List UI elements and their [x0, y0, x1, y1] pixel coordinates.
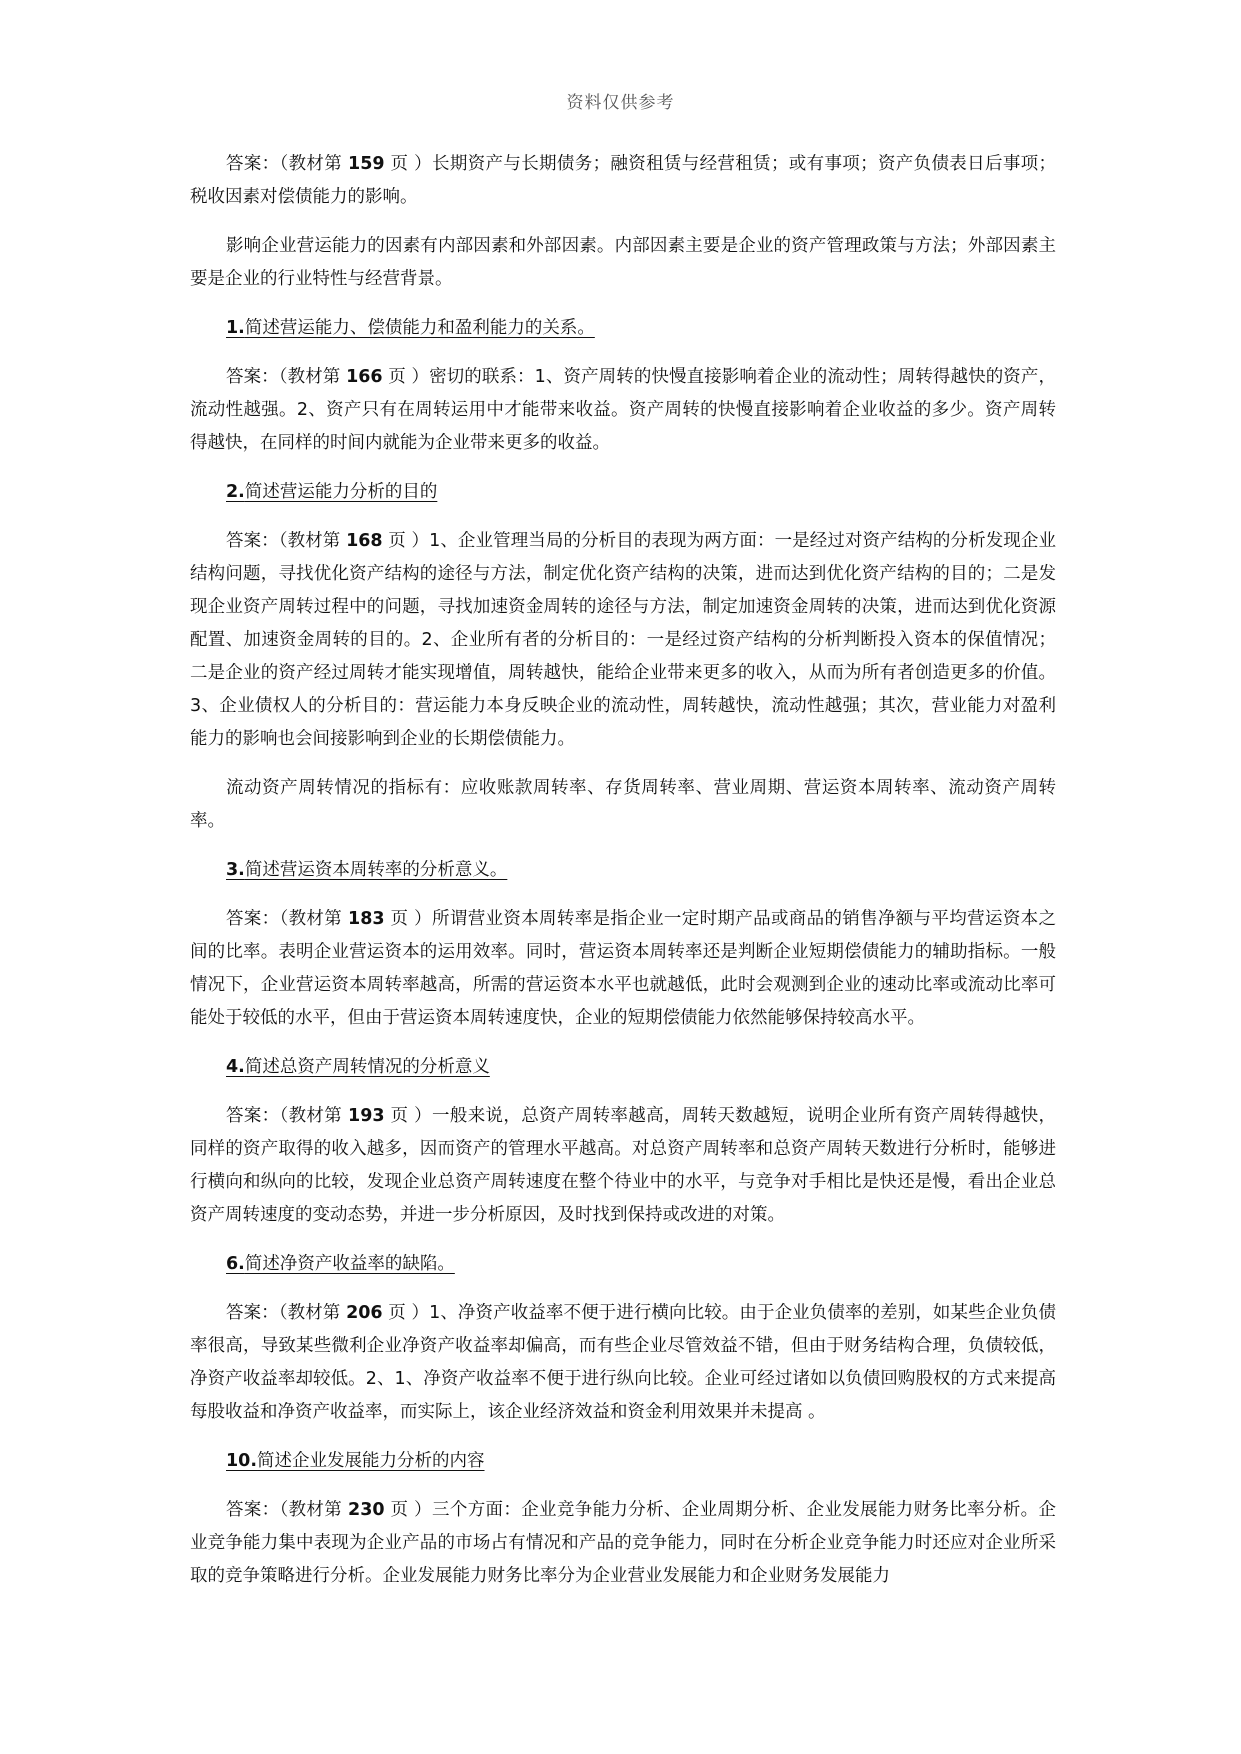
answer-prefix: 答案：（教材第	[226, 909, 349, 929]
question-number: 6.	[226, 1254, 245, 1274]
answer-paragraph	[190, 1494, 1056, 1593]
answer-text: 密切的联系：1、资产周转的快慢直接影响着企业的流动性；周转得越快的资产，流动性越强。2、资产只有在周转运用中才能带来收益。资产周转的快慢直接影响着企业收益的多少。资产周转得越快，在同样的时间内就能为企业带来更多的收益。	[190, 367, 1056, 453]
answer-prefix: 答案：（教材第	[226, 1106, 349, 1126]
document-body	[190, 148, 1056, 1609]
textbook-page-number: 206	[346, 1303, 383, 1323]
textbook-page-number: 230	[348, 1500, 385, 1520]
answer-suffix: 页 ）	[382, 1303, 430, 1323]
question-text: 简述净资产收益率的缺陷。	[244, 1254, 455, 1274]
answer-prefix: 答案：（教材第	[226, 1500, 349, 1520]
question-number: 4.	[226, 1057, 245, 1077]
textbook-page-number: 193	[348, 1106, 385, 1126]
answer-prefix: 答案：（教材第	[226, 531, 347, 551]
answer-paragraph	[190, 1297, 1056, 1429]
question-heading	[190, 312, 1056, 345]
answer-paragraph	[190, 361, 1056, 460]
question-heading	[190, 1248, 1056, 1281]
question-heading	[190, 1051, 1056, 1084]
answer-text: 1、企业管理当局的分析目的表现为两方面：一是经过对资产结构的分析发现企业结构问题，寻找优化资产结构的途径与方法，制定优化资产结构的决策，进而达到优化资产结构的目的；二是发现企业资产周转过程中的问题，寻找加速资金周转的途径与方法，制定加速资金周转的决策，进而达到优化资源配置、加速资金周转的目的。2、企业所有者的分析目的：一是经过资产结构的分析判断投入资本的保值情况；二是企业的资产经过周转才能实现增值，周转越快，能给企业带来更多的收入，从而为所有者创造更多的价值。3、企业债权人的分析目的：营运能力本身反映企业的流动性，周转越快，流动性越强；其次，营业能力对盈利能力的影响也会间接影响到企业的长期偿债能力。	[190, 531, 1056, 749]
question-heading	[190, 854, 1056, 887]
answer-text: 所谓营业资本周转率是指企业一定时期产品或商品的销售净额与平均营运资本之间的比率。表明企业营运资本的运用效率。同时，营运资本周转率还是判断企业短期偿债能力的辅助指标。一般情况下，企业营运资本周转率越高，所需的营运资本水平也就越低，此时会观测到企业的速动比率或流动比率可能处于较低的水平，但由于营运资本周转速度快，企业的短期偿债能力依然能够保持较高水平。	[190, 909, 1056, 1028]
question-text: 简述营运能力、偿债能力和盈利能力的关系。	[244, 318, 595, 338]
question-number: 3.	[226, 860, 245, 880]
answer-prefix: 答案：（教材第	[226, 154, 349, 174]
page-header: 资料仅供参考	[566, 93, 675, 113]
answer-suffix: 页 ）	[382, 531, 430, 551]
textbook-page-number: 159	[348, 154, 385, 174]
answer-suffix: 页 ）	[384, 909, 433, 929]
question-heading	[190, 476, 1056, 509]
question-text: 简述企业发展能力分析的内容	[257, 1451, 485, 1471]
answer-suffix: 页 ）	[384, 1106, 433, 1126]
answer-paragraph	[190, 1100, 1056, 1232]
answer-text: 一般来说，总资产周转率越高，周转天数越短，说明企业所有资产周转得越快，同样的资产取得的收入越多，因而资产的管理水平越高。对总资产周转率和总资产周转天数进行分析时，能够进行横向和纵向的比较，发现企业总资产周转速度在整个待业中的水平，与竞争对手相比是快还是慢，看出企业总资产周转速度的变动态势，并进一步分析原因，及时找到保持或改进的对策。	[190, 1106, 1056, 1225]
answer-text: 三个方面：企业竞争能力分析、企业周期分析、企业发展能力财务比率分析。企业竞争能力集中表现为企业产品的市场占有情况和产品的竞争能力，同时在分析企业竞争能力时还应对企业所采取的竞争策略进行分析。企业发展能力财务比率分为企业营业发展能力和企业财务发展能力	[190, 1500, 1056, 1586]
answer-paragraph	[190, 148, 1056, 214]
question-number: 10.	[226, 1451, 258, 1471]
answer-text: 1、净资产收益率不便于进行横向比较。由于企业负债率的差别，如某些企业负债率很高，导致某些微利企业净资产收益率却偏高，而有些企业尽管效益不错，但由于财务结构合理，负债较低，净资产收益率却较低。2、1、净资产收益率不便于进行纵向比较。企业可经过诸如以负债回购股权的方式来提高每股收益和净资产收益率，而实际上，该企业经济效益和资金利用效果并未提高 。	[190, 1303, 1056, 1422]
body-paragraph: 影响企业营运能力的因素有内部因素和外部因素。内部因素主要是企业的资产管理政策与方法；外部因素主要是企业的行业特性与经营背景。	[190, 236, 1056, 289]
textbook-page-number: 166	[346, 367, 383, 387]
question-number: 1.	[226, 318, 245, 338]
answer-prefix: 答案：（教材第	[226, 1303, 347, 1323]
question-text: 简述营运资本周转率的分析意义。	[244, 860, 508, 880]
answer-text: 长期资产与长期债务；融资租赁与经营租赁；或有事项；资产负债表日后事项；税收因素对偿债能力的影响。	[190, 154, 1056, 207]
textbook-page-number: 168	[346, 531, 383, 551]
question-text: 简述营运能力分析的目的	[244, 482, 438, 502]
answer-paragraph	[190, 903, 1056, 1035]
question-text: 简述总资产周转情况的分析意义	[244, 1057, 490, 1077]
answer-suffix: 页 ）	[384, 154, 433, 174]
textbook-page-number: 183	[348, 909, 385, 929]
answer-suffix: 页 ）	[384, 1500, 433, 1520]
answer-paragraph	[190, 525, 1056, 756]
body-paragraph: 流动资产周转情况的指标有：应收账款周转率、存货周转率、营业周期、营运资本周转率、流动资产周转率。	[190, 778, 1056, 831]
question-number: 2.	[226, 482, 245, 502]
question-heading	[190, 1445, 1056, 1478]
answer-prefix: 答案：（教材第	[226, 367, 347, 387]
answer-suffix: 页 ）	[382, 367, 430, 387]
